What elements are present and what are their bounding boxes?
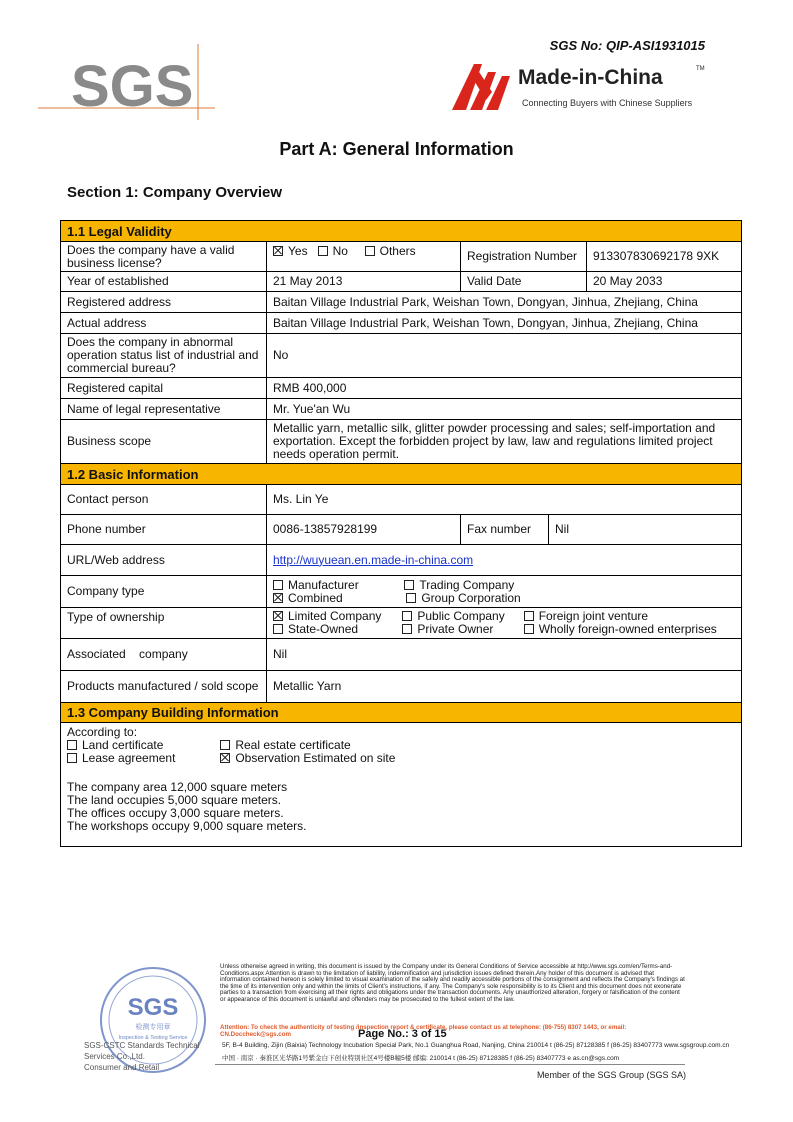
license-question: Does the company have a valid business license? <box>61 242 267 272</box>
option-private-owner[interactable]: Private Owner <box>402 623 520 636</box>
member-line: Member of the SGS Group (SGS SA) <box>536 1070 686 1080</box>
business-scope: Metallic yarn, metallic silk, glitter powder processing and sales; self-importation and exportation. Except the forbidden project by law, law and regulations limited project needs operation permit. <box>267 420 742 464</box>
section-title: Section 1: Company Overview <box>67 184 283 201</box>
mic-name: Made-in-China <box>518 66 663 89</box>
sgs-logo <box>38 44 223 120</box>
associated-company-label: Associated company <box>61 639 267 671</box>
associated-company: Nil <box>267 639 742 671</box>
footer-divider <box>215 1064 685 1065</box>
sgs-number: SGS No: QIP-ASI1931015 <box>549 38 705 53</box>
option-real-estate-certificate[interactable]: Real estate certificate <box>220 739 350 752</box>
checkbox-icon <box>273 580 283 590</box>
url-label: URL/Web address <box>61 545 267 576</box>
company-type-label: Company type <box>61 576 267 608</box>
actual-address-label: Actual address <box>61 313 267 334</box>
stamp-sub-en: Inspection & Testing Service <box>118 1035 188 1041</box>
checkbox-icon <box>524 611 534 621</box>
option-trading-company[interactable]: Trading Company <box>404 579 514 592</box>
registered-address: Baitan Village Industrial Park, Weishan Town, Dongyan, Jinhua, Zhejiang, China <box>267 292 742 313</box>
checkbox-icon <box>67 753 77 763</box>
registered-capital: RMB 400,000 <box>267 378 742 399</box>
address-en: 5F, B-4 Building, Zijin (Baixia) Technology Incubation Special Park, No.1 Guanghua Road, Nanjing, China 210014 t (86-25) 87128385 f (86-25) 83407773 www.sgsgroup.com.cn <box>222 1042 730 1049</box>
option-no[interactable]: No <box>318 245 348 258</box>
checkbox-checked-icon <box>273 246 283 256</box>
registration-number-label: Registration Number <box>461 242 587 272</box>
option-manufacturer[interactable]: Manufacturer <box>273 579 401 592</box>
page-title: Part A: General Information <box>279 139 514 159</box>
legal-representative: Mr. Yue'an Wu <box>267 399 742 420</box>
stamp-sub: 检测专用章 <box>135 1023 171 1031</box>
business-scope-label: Business scope <box>61 420 267 464</box>
legal-representative-label: Name of legal representative <box>61 399 267 420</box>
products: Metallic Yarn <box>267 671 742 703</box>
checkbox-icon <box>67 740 77 750</box>
option-observation[interactable]: Observation Estimated on site <box>220 752 395 765</box>
checkbox-icon <box>402 611 412 621</box>
option-limited-company[interactable]: Limited Company <box>273 610 399 623</box>
checkbox-icon <box>404 580 414 590</box>
land-area: The land occupies 5,000 square meters. <box>67 793 282 807</box>
option-foreign-joint-venture[interactable]: Foreign joint venture <box>524 610 648 623</box>
section-building-information: 1.3 Company Building Information <box>61 703 742 723</box>
registration-number: 913307830692178 9XK <box>587 242 742 272</box>
contact-person-label: Contact person <box>61 485 267 515</box>
products-label: Products manufactured / sold scope <box>61 671 267 703</box>
checkbox-icon <box>524 624 534 634</box>
checkbox-icon <box>365 246 375 256</box>
option-combined[interactable]: Combined <box>273 592 403 605</box>
checkbox-icon <box>406 593 416 603</box>
registered-address-label: Registered address <box>61 292 267 313</box>
mic-m-icon <box>452 62 514 112</box>
option-group-corporation[interactable]: Group Corporation <box>406 592 520 605</box>
phone-number-label: Phone number <box>61 515 267 545</box>
actual-address: Baitan Village Industrial Park, Weishan Town, Dongyan, Jinhua, Zhejiang, China <box>267 313 742 334</box>
option-yes[interactable]: Yes <box>273 245 308 258</box>
phone-number: 0086-13857928199 <box>267 515 461 545</box>
ownership-type-label: Type of ownership <box>61 608 267 639</box>
checkbox-checked-icon <box>273 611 283 621</box>
company-overview-table <box>60 220 742 847</box>
option-land-certificate[interactable]: Land certificate <box>67 739 217 752</box>
option-state-owned[interactable]: State-Owned <box>273 623 399 636</box>
option-public-company[interactable]: Public Company <box>402 610 520 623</box>
option-wholly-foreign-owned[interactable]: Wholly foreign-owned enterprises <box>524 623 717 636</box>
fax-number: Nil <box>549 515 742 545</box>
abnormal-status: No <box>267 334 742 378</box>
registered-capital-label: Registered capital <box>61 378 267 399</box>
option-lease-agreement[interactable]: Lease agreement <box>67 752 217 765</box>
website-link[interactable]: http://wuyuean.en.made-in-china.com <box>273 552 474 567</box>
mic-trademark: TM <box>696 66 705 72</box>
checkbox-icon <box>402 624 412 634</box>
checkbox-icon <box>273 624 283 634</box>
contact-person: Ms. Lin Ye <box>267 485 742 515</box>
workshop-area: The workshops occupy 9,000 square meters. <box>67 819 307 833</box>
year-established: 21 May 2013 <box>267 272 461 292</box>
year-established-label: Year of established <box>61 272 267 292</box>
checkbox-checked-icon <box>273 593 283 603</box>
stamp-text: SGS <box>127 994 179 1021</box>
checkbox-checked-icon <box>220 753 230 763</box>
checkbox-icon <box>318 246 328 256</box>
section-legal-validity: 1.1 Legal Validity <box>61 221 742 242</box>
valid-date: 20 May 2033 <box>587 272 742 292</box>
valid-date-label: Valid Date <box>461 272 587 292</box>
page-number: Page No.: 3 of 15 <box>358 1028 447 1040</box>
made-in-china-logo <box>452 62 712 114</box>
company-area: The company area 12,000 square meters <box>67 780 288 794</box>
abnormal-status-question: Does the company in abnormal operation status list of industrial and commercial bureau? <box>61 334 267 378</box>
fax-number-label: Fax number <box>461 515 549 545</box>
according-to: According to: <box>67 725 138 739</box>
checkbox-icon <box>220 740 230 750</box>
section-basic-information: 1.2 Basic Information <box>61 464 742 485</box>
option-others[interactable]: Others <box>365 245 416 258</box>
office-area: The offices occupy 3,000 square meters. <box>67 806 284 820</box>
legal-disclaimer: Unless otherwise agreed in writing, this document is issued by the Company under its General Conditions of Service accessible at http://www.sgs.com/en/Terms-and-Conditions.aspx Attention is drawn to the limitation of liability, indemnification and jurisdiction issues defined therein.Any holder of this document is advised that information contained hereon is solely limited to visual examination of the safely and readily accessible portions of the consignment and reflects the Company's findings at the time of its intervention only and within the limits of Client's instructions, if any. The Company's sole responsibility is to its Client and this document does not exonerate parties to a transaction from exercising all their rights and obligations under the transaction documents. Any unauthorized alteration, forgery or falsification of the content or appearance of this document is unlawful and offenders may be prosecuted to the fullest extent of the law. <box>220 963 685 1003</box>
address-cn: 中国 · 南京 · 秦淮区光华路1号紫金白下创业特别社区4号楼B幢5楼 邮编: 210014 t (86-25) 87128385 f (86-25) 83407773 e as.cn@sgs.com <box>222 1055 620 1062</box>
footer-company: SGS-CSTC Standards Technical Services Co.,Ltd. Consumer and Retail <box>84 1041 200 1072</box>
mic-tagline: Connecting Buyers with Chinese Suppliers <box>522 98 693 108</box>
sgs-logo-text: SGS <box>71 54 194 119</box>
authenticity-notice: Attention: To check the authenticity of testing /inspection report & certificate, please contact us at telephone: (86-755) 8307 1443, or email: CN.Doccheck@sgs.com <box>220 1024 627 1038</box>
